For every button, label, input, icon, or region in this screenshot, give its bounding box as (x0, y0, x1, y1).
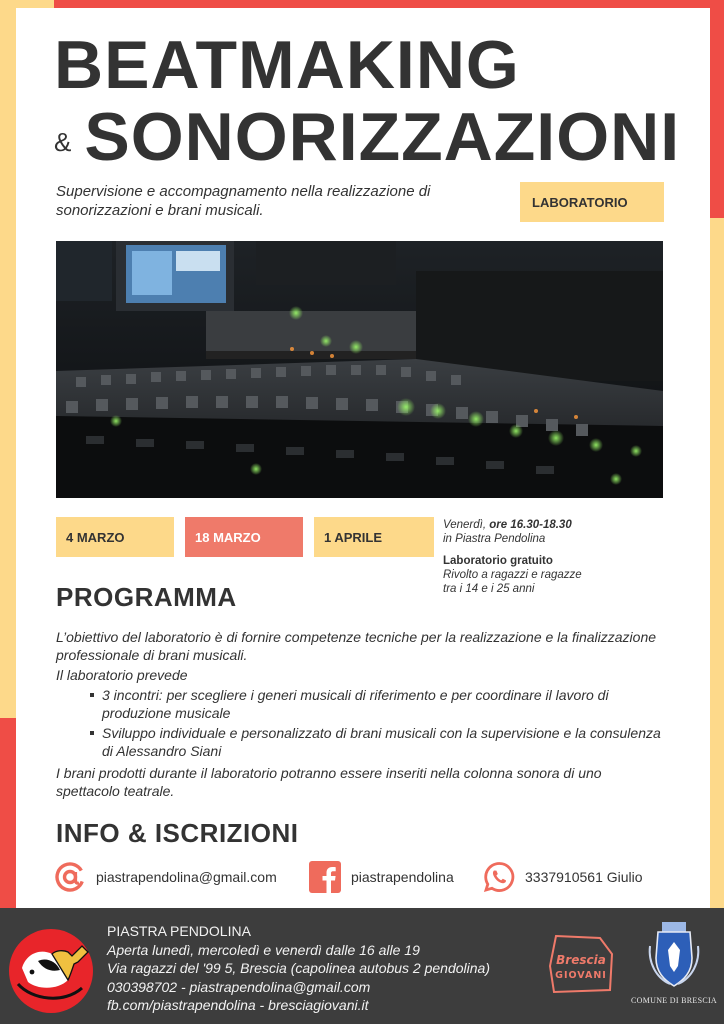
free-label: Laboratorio gratuito (443, 555, 553, 567)
contact-email[interactable] (54, 860, 277, 894)
footer-address: Via ragazzi del '99 5, Brescia (capolinea autobus 2 pendolina) (107, 960, 490, 976)
title-ampersand: & (54, 127, 73, 158)
schedule-day: Venerdì, (443, 519, 487, 531)
programma-heading: PROGRAMMA (56, 582, 237, 612)
date-18-marzo: 18 MARZO (185, 517, 303, 557)
footer-text (107, 922, 527, 1015)
piastra-pendolina-logo (8, 928, 94, 1014)
top-stripe (0, 0, 724, 8)
footer (0, 908, 724, 1024)
tag-laboratorio: LABORATORIO (520, 182, 664, 222)
schedule-place: in Piastra Pendolina (443, 533, 546, 545)
programma-intro: L’obiettivo del laboratorio è di fornire competenze tecniche per la realizzazione e la finalizzazione professionale di brani musicali. (56, 629, 657, 663)
schedule-info (443, 518, 643, 596)
date-1-aprile: 1 APRILE (314, 517, 434, 557)
title-line-1: BEATMAKING (54, 27, 520, 103)
subtitle: Supervisione e accompagnamento nella realizzazione di sonorizzazioni e brani musicali. (56, 183, 431, 219)
programma-body (56, 628, 666, 802)
footer-web[interactable]: fb.com/piastrapendolina - bresciagiovani.it (107, 997, 369, 1013)
title-line-2 (54, 98, 680, 181)
info-heading: INFO & ISCRIZIONI (56, 818, 299, 848)
list-item: 3 incontri: per scegliere i generi musicali di riferimento e per coordinare il lavoro di produzione musicale (102, 686, 666, 722)
left-color-bar (0, 0, 16, 908)
footer-hours: Aperta lunedì, mercoledì e venerdì dalle 16 alle 19 (107, 941, 420, 958)
bg-logo-line-2: GIOVANI (555, 970, 607, 981)
date-4-marzo: 4 MARZO (56, 517, 174, 557)
comune-brescia-crest-icon (646, 922, 702, 988)
email-text[interactable]: piastrapendolina@gmail.com (96, 869, 277, 885)
contact-facebook[interactable] (309, 860, 454, 894)
programma-list (56, 686, 666, 760)
right-color-bar (710, 0, 724, 908)
audience-line-1: Rivolto a ragazzi e ragazze (443, 569, 582, 581)
programma-outro: I brani prodotti durante il laboratorio potranno essere inseriti nella colonna sonora di uno spettacolo teatrale. (56, 765, 602, 799)
facebook-icon (309, 861, 341, 893)
programma-lead: Il laboratorio prevede (56, 667, 188, 683)
facebook-text[interactable]: piastrapendolina (351, 869, 454, 885)
contact-whatsapp[interactable] (483, 860, 643, 894)
footer-name: PIASTRA PENDOLINA (107, 923, 251, 939)
at-sign-icon (54, 861, 86, 893)
mixing-console-photo (56, 241, 663, 498)
whatsapp-text[interactable]: 3337910561 Giulio (525, 869, 643, 885)
comune-label: COMUNE DI BRESCIA (631, 996, 717, 1005)
audience-line-2: tra i 14 e i 25 anni (443, 583, 535, 595)
whatsapp-icon (483, 861, 515, 893)
list-item: Sviluppo individuale e personalizzato di brani musicali con la supervisione e la consulenza di Alessandro Siani (102, 724, 666, 760)
schedule-hours: ore 16.30-18.30 (489, 519, 572, 531)
title-line-2-text: SONORIZZAZIONI (84, 99, 681, 175)
brescia-giovani-logo (548, 932, 614, 994)
footer-contacts: 030398702 - piastrapendolina@gmail.com (107, 978, 371, 995)
bg-logo-line-1: Brescia (556, 953, 606, 967)
mixing-console-illustration (56, 241, 663, 498)
